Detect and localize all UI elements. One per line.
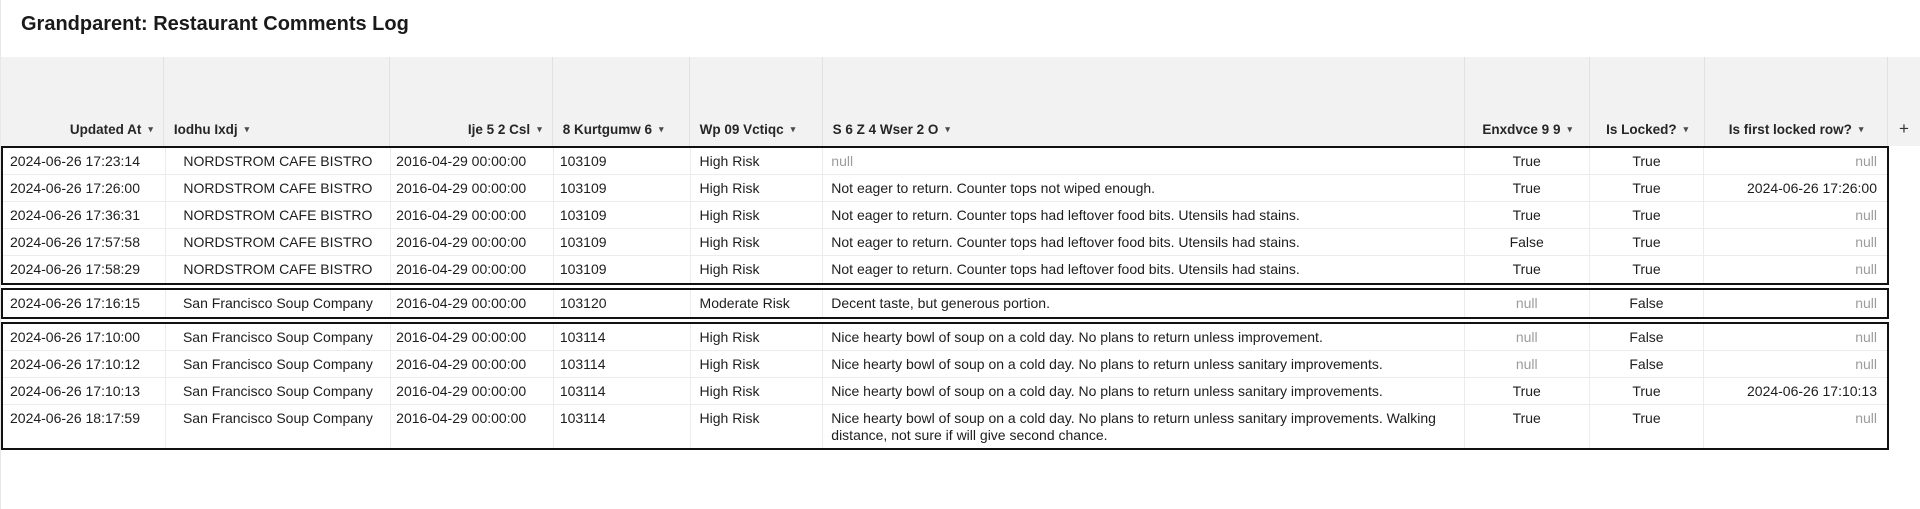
cell-visit_date[interactable]: 2016-04-29 00:00:00 bbox=[391, 148, 554, 174]
cell-is_locked[interactable]: True bbox=[1590, 202, 1705, 228]
grid-body bbox=[1, 146, 1920, 450]
cell-comment[interactable]: Not eager to return. Counter tops had leftover food bits. Utensils had stains. bbox=[823, 202, 1465, 228]
cell-comment[interactable]: Nice hearty bowl of soup on a cold day. No plans to return unless sanitary improvements. bbox=[823, 351, 1465, 377]
cell-comment[interactable]: Nice hearty bowl of soup on a cold day. No plans to return unless sanitary improvements. Walking distance, not sure if will give second chance. bbox=[823, 405, 1465, 448]
cell-code[interactable]: 103109 bbox=[554, 148, 691, 174]
cell-is_locked[interactable]: True bbox=[1590, 405, 1705, 448]
cell-risk[interactable]: High Risk bbox=[691, 175, 824, 201]
table-row bbox=[3, 351, 1887, 378]
cell-enxdvce[interactable]: True bbox=[1465, 148, 1590, 174]
sort-caret-icon: ▾ bbox=[1683, 124, 1689, 134]
row-group bbox=[1, 146, 1889, 285]
cell-is_locked[interactable]: True bbox=[1590, 229, 1705, 255]
sort-caret-icon: ▾ bbox=[790, 124, 796, 134]
cell-restaurant[interactable]: San Francisco Soup Company bbox=[166, 351, 392, 377]
cell-risk[interactable]: High Risk bbox=[691, 148, 824, 174]
cell-first_locked[interactable]: null bbox=[1855, 153, 1877, 169]
cell-comment[interactable]: Nice hearty bowl of soup on a cold day. No plans to return unless sanitary improvements. bbox=[823, 378, 1465, 404]
cell-enxdvce[interactable]: False bbox=[1465, 229, 1590, 255]
column-label: Enxdvce 9 9 bbox=[1482, 122, 1561, 137]
table-row bbox=[3, 378, 1887, 405]
column-header-first_locked[interactable] bbox=[1705, 57, 1888, 146]
column-label: Ije 5 2 Csl bbox=[467, 122, 531, 137]
cell-is_locked[interactable]: True bbox=[1590, 148, 1705, 174]
cell-updated_at[interactable]: 2024-06-26 17:36:31 bbox=[3, 202, 166, 228]
cell-risk[interactable]: High Risk bbox=[691, 351, 824, 377]
cell-risk[interactable]: High Risk bbox=[691, 378, 824, 404]
cell-enxdvce[interactable]: True bbox=[1465, 256, 1590, 283]
cell-risk[interactable]: High Risk bbox=[691, 405, 824, 448]
cell-updated_at[interactable]: 2024-06-26 17:10:13 bbox=[3, 378, 166, 404]
cell-restaurant[interactable]: NORDSTROM CAFE BISTRO bbox=[166, 148, 392, 174]
sort-caret-icon: ▾ bbox=[537, 124, 542, 134]
cell-visit_date[interactable]: 2016-04-29 00:00:00 bbox=[391, 324, 554, 350]
cell-code[interactable]: 103109 bbox=[554, 202, 691, 228]
column-header-risk[interactable] bbox=[690, 57, 823, 146]
cell-first_locked[interactable]: null bbox=[1855, 329, 1877, 345]
table-row bbox=[3, 405, 1887, 448]
cell-restaurant[interactable]: NORDSTROM CAFE BISTRO bbox=[166, 256, 392, 283]
cell-restaurant[interactable]: San Francisco Soup Company bbox=[166, 324, 392, 350]
table-row bbox=[3, 148, 1887, 175]
cell-risk[interactable]: High Risk bbox=[691, 202, 824, 228]
cell-code[interactable]: 103114 bbox=[554, 351, 691, 377]
cell-comment[interactable]: Not eager to return. Counter tops not wiped enough. bbox=[823, 175, 1465, 201]
cell-is_locked[interactable]: True bbox=[1590, 378, 1705, 404]
cell-updated_at[interactable]: 2024-06-26 17:23:14 bbox=[3, 148, 166, 174]
add-column-button[interactable] bbox=[1888, 57, 1920, 146]
cell-first_locked[interactable]: null bbox=[1855, 295, 1877, 311]
cell-updated_at[interactable]: 2024-06-26 17:57:58 bbox=[3, 229, 166, 255]
column-label: Is Locked? bbox=[1606, 122, 1677, 137]
cell-restaurant[interactable]: NORDSTROM CAFE BISTRO bbox=[166, 202, 392, 228]
sort-caret-icon: ▾ bbox=[658, 124, 664, 134]
cell-is_locked[interactable]: False bbox=[1590, 290, 1705, 317]
sort-caret-icon: ▾ bbox=[148, 124, 153, 134]
table-row bbox=[3, 290, 1887, 317]
cell-visit_date[interactable]: 2016-04-29 00:00:00 bbox=[391, 290, 554, 317]
column-label: 8 Kurtgumw 6 bbox=[562, 122, 652, 137]
sort-caret-icon: ▾ bbox=[1567, 124, 1572, 134]
cell-first_locked[interactable]: null bbox=[1855, 234, 1877, 250]
cell-is_locked[interactable]: False bbox=[1590, 324, 1705, 350]
cell-code[interactable]: 103109 bbox=[554, 229, 691, 255]
sort-caret-icon: ▾ bbox=[244, 124, 250, 134]
column-header-visit_date[interactable] bbox=[390, 57, 553, 146]
cell-enxdvce[interactable]: null bbox=[1465, 290, 1590, 317]
cell-enxdvce[interactable]: True bbox=[1465, 202, 1590, 228]
column-label: Updated At bbox=[69, 122, 142, 137]
row-group bbox=[1, 288, 1889, 319]
cell-comment[interactable]: Decent taste, but generous portion. bbox=[823, 290, 1465, 317]
cell-code[interactable]: 103109 bbox=[554, 256, 691, 283]
cell-updated_at[interactable]: 2024-06-26 17:16:15 bbox=[3, 290, 166, 317]
cell-code[interactable]: 103114 bbox=[554, 405, 691, 448]
cell-enxdvce[interactable]: True bbox=[1465, 405, 1590, 448]
cell-restaurant[interactable]: San Francisco Soup Company bbox=[166, 290, 392, 317]
cell-risk[interactable]: High Risk bbox=[691, 324, 824, 350]
table-row bbox=[3, 324, 1887, 351]
cell-first_locked[interactable]: 2024-06-26 17:26:00 bbox=[1747, 180, 1877, 196]
title-bar bbox=[1, 0, 1920, 57]
cell-first_locked[interactable]: null bbox=[1855, 207, 1877, 223]
cell-enxdvce[interactable]: null bbox=[1465, 351, 1590, 377]
cell-is_locked[interactable]: True bbox=[1590, 175, 1705, 201]
cell-updated_at[interactable]: 2024-06-26 17:10:12 bbox=[3, 351, 166, 377]
table-row bbox=[3, 256, 1887, 283]
cell-is_locked[interactable]: False bbox=[1590, 351, 1705, 377]
column-header-updated_at[interactable] bbox=[1, 57, 164, 146]
cell-updated_at[interactable]: 2024-06-26 17:58:29 bbox=[3, 256, 166, 283]
column-header-restaurant[interactable] bbox=[164, 57, 390, 146]
row-group bbox=[1, 322, 1889, 450]
cell-visit_date[interactable]: 2016-04-29 00:00:00 bbox=[391, 202, 554, 228]
cell-visit_date[interactable]: 2016-04-29 00:00:00 bbox=[391, 229, 554, 255]
column-label: Is first locked row? bbox=[1728, 122, 1852, 137]
cell-visit_date[interactable]: 2016-04-29 00:00:00 bbox=[391, 351, 554, 377]
cell-code[interactable]: 103109 bbox=[554, 175, 691, 201]
cell-first_locked[interactable]: 2024-06-26 17:10:13 bbox=[1747, 383, 1877, 399]
cell-visit_date[interactable]: 2016-04-29 00:00:00 bbox=[391, 378, 554, 404]
cell-restaurant[interactable]: NORDSTROM CAFE BISTRO bbox=[166, 229, 392, 255]
cell-first_locked[interactable]: null bbox=[1855, 410, 1877, 426]
cell-risk[interactable]: High Risk bbox=[691, 229, 824, 255]
cell-is_locked[interactable]: True bbox=[1590, 256, 1705, 283]
cell-enxdvce[interactable]: True bbox=[1465, 175, 1590, 201]
column-header-enxdvce[interactable] bbox=[1465, 57, 1590, 146]
data-grid bbox=[1, 57, 1920, 450]
cell-enxdvce[interactable]: True bbox=[1465, 378, 1590, 404]
cell-restaurant[interactable]: San Francisco Soup Company bbox=[166, 405, 392, 448]
cell-code[interactable]: 103114 bbox=[554, 378, 691, 404]
cell-visit_date[interactable]: 2016-04-29 00:00:00 bbox=[391, 405, 554, 448]
page-title: Grandparent: Restaurant Comments Log bbox=[21, 13, 409, 35]
cell-updated_at[interactable]: 2024-06-26 17:26:00 bbox=[3, 175, 166, 201]
cell-code[interactable]: 103114 bbox=[554, 324, 691, 350]
cell-first_locked[interactable]: null bbox=[1855, 356, 1877, 372]
sort-caret-icon: ▾ bbox=[1858, 124, 1864, 134]
cell-risk[interactable]: High Risk bbox=[691, 256, 824, 283]
cell-code[interactable]: 103120 bbox=[554, 290, 691, 317]
column-label: Iodhu Ixdj bbox=[173, 122, 238, 137]
table-row bbox=[3, 229, 1887, 256]
cell-comment[interactable]: null bbox=[823, 148, 1465, 174]
column-header-comment[interactable] bbox=[823, 57, 1466, 146]
column-header-is_locked[interactable] bbox=[1590, 57, 1705, 146]
cell-comment[interactable]: Not eager to return. Counter tops had leftover food bits. Utensils had stains. bbox=[823, 256, 1465, 283]
cell-comment[interactable]: Nice hearty bowl of soup on a cold day. No plans to return unless improvement. bbox=[823, 324, 1465, 350]
column-header-code[interactable] bbox=[553, 57, 690, 146]
plus-icon: + bbox=[1899, 119, 1909, 138]
cell-enxdvce[interactable]: null bbox=[1465, 324, 1590, 350]
table-row bbox=[3, 202, 1887, 229]
cell-updated_at[interactable]: 2024-06-26 18:17:59 bbox=[3, 405, 166, 448]
cell-comment[interactable]: Not eager to return. Counter tops had leftover food bits. Utensils had stains. bbox=[823, 229, 1465, 255]
cell-restaurant[interactable]: NORDSTROM CAFE BISTRO bbox=[166, 175, 392, 201]
column-label: S 6 Z 4 Wser 2 O bbox=[832, 122, 939, 137]
cell-updated_at[interactable]: 2024-06-26 17:10:00 bbox=[3, 324, 166, 350]
column-label: Wp 09 Vctiqc bbox=[699, 122, 784, 137]
cell-first_locked[interactable]: null bbox=[1855, 261, 1877, 277]
sort-caret-icon: ▾ bbox=[945, 124, 950, 134]
table-row bbox=[3, 175, 1887, 202]
cell-visit_date[interactable]: 2016-04-29 00:00:00 bbox=[391, 256, 554, 283]
cell-visit_date[interactable]: 2016-04-29 00:00:00 bbox=[391, 175, 554, 201]
cell-risk[interactable]: Moderate Risk bbox=[691, 290, 824, 317]
cell-restaurant[interactable]: San Francisco Soup Company bbox=[166, 378, 392, 404]
grid-header-row bbox=[1, 57, 1920, 146]
